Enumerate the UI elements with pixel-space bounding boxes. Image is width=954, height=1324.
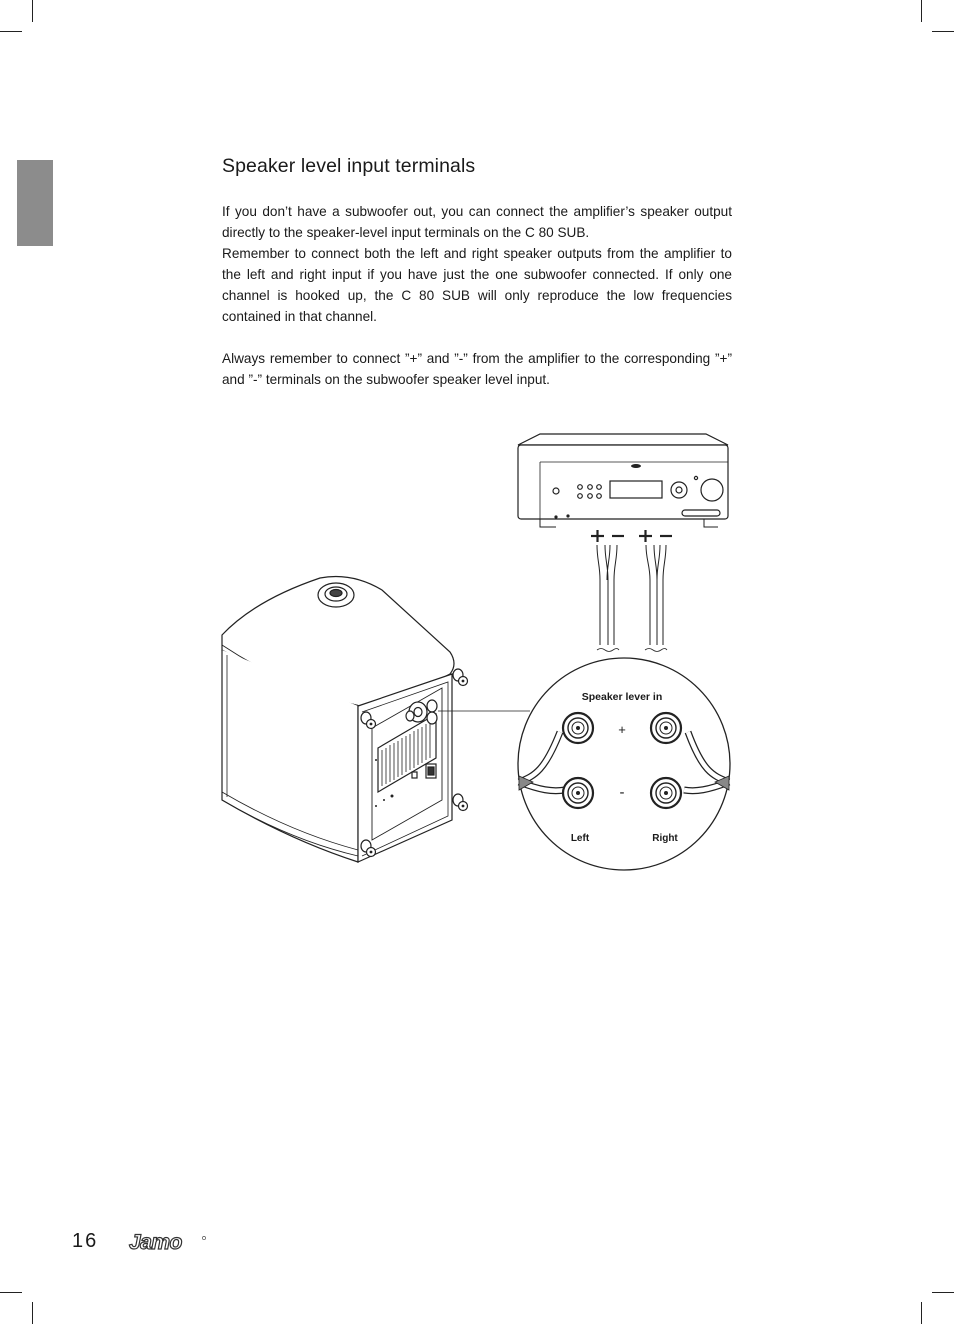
- section-title: Speaker level input terminals: [222, 155, 476, 177]
- binding-post-left-plus: [563, 713, 593, 743]
- right-channel-label: Right: [652, 833, 678, 844]
- terminal-detail-callout: [518, 658, 730, 870]
- detail-heading: Speaker lever in: [581, 691, 663, 703]
- amplifier-output-terminals: [591, 530, 672, 542]
- minus-sign: -: [619, 784, 625, 801]
- binding-post-right-minus: [651, 778, 681, 808]
- paragraph-3: Always remember to connect ”+” and ”-” from the amplifier to the corresponding ”+” and ”-” terminals on the subwoofer speaker level input.: [222, 351, 732, 387]
- binding-post-left-minus: [563, 778, 593, 808]
- svg-text:Jamo: Jamo: [129, 1232, 182, 1254]
- amplifier-illustration: [518, 434, 728, 527]
- plus-sign: +: [618, 722, 626, 737]
- jamo-logo: [128, 1232, 210, 1254]
- paragraph-2: Remember to connect both the left and right speaker outputs from the amplifier to the left and right input if you have just the one subwoofer connected. If only one channel is hooked up, the C 80 SUB will only reproduce the low frequencies contained in that channel.: [222, 246, 732, 324]
- page-number: 16: [72, 1230, 99, 1252]
- subwoofer-illustration: [222, 577, 468, 863]
- speaker-cables: [597, 545, 667, 652]
- binding-post-right-plus: [651, 713, 681, 743]
- left-channel-label: Left: [570, 833, 590, 844]
- paragraph-1: If you don’t have a subwoofer out, you can connect the amplifier’s speaker output directly to the speaker-level input terminals on the C 80 SUB.: [222, 204, 732, 240]
